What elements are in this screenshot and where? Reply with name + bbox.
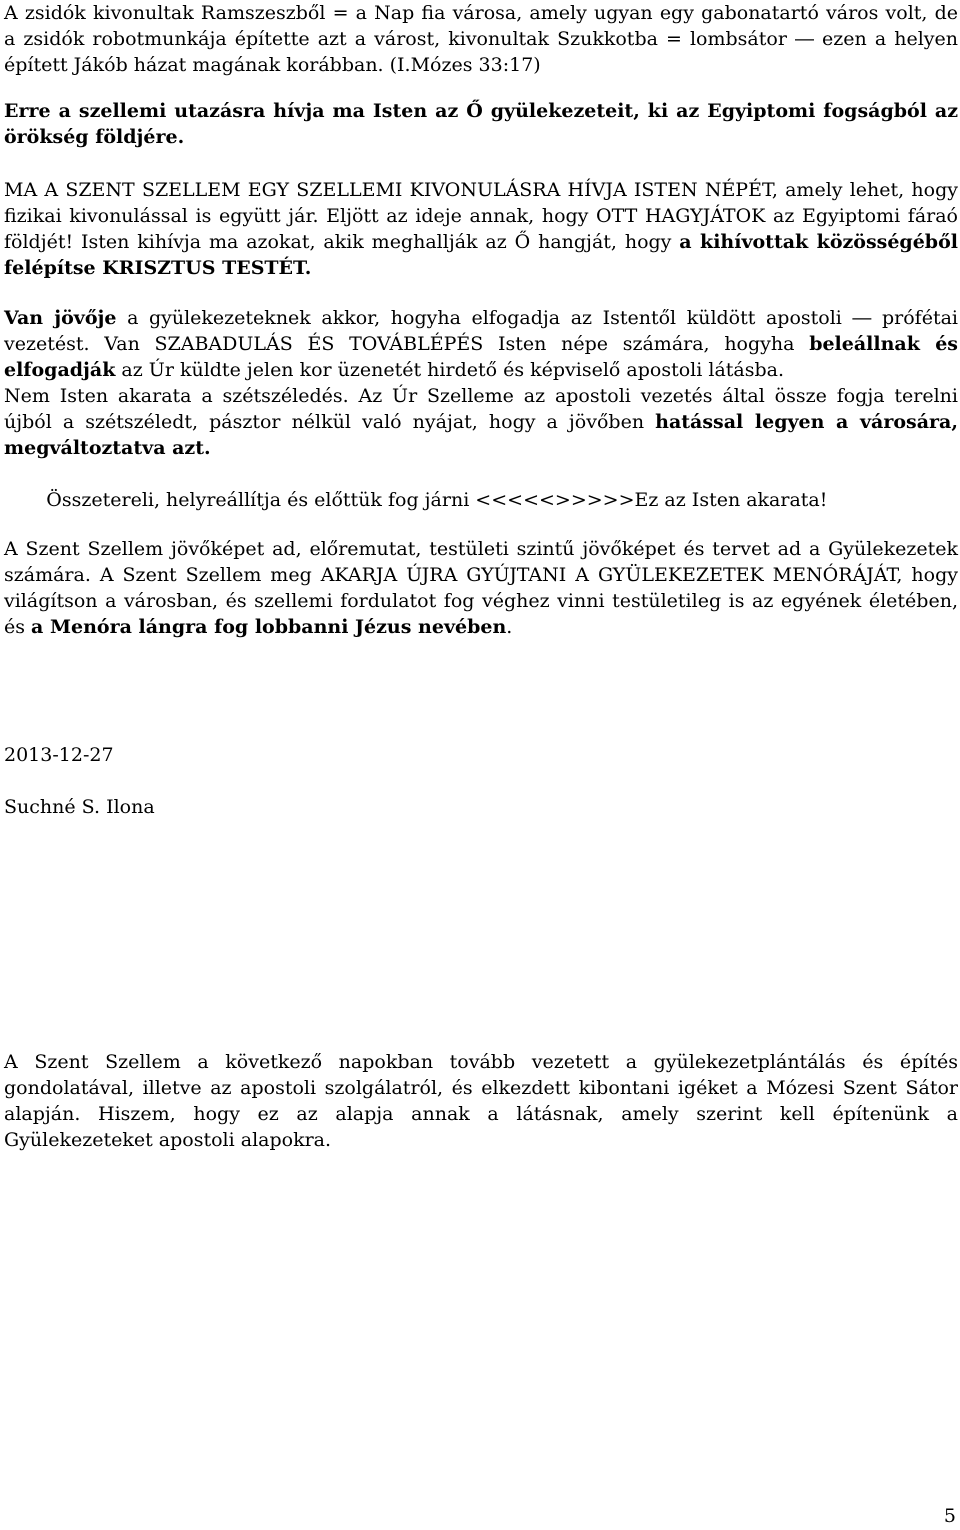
paragraph-line-group (4, 305, 958, 383)
paragraph-text: A Szent Szellem jövőképet ad, előremutat, testületi szintű jövőképet és tervet ad a Gyülekezetek számára. A Szent Szellem meg AKARJA ÚJRA GYÚJTANI A GYÜLEKEZETEK MENÓRÁJÁT, hogy világítson a városban, és szellemi fordulatot fog véghez vinni testületileg is az egyének életében, és (4, 538, 958, 638)
paragraph-text: . (506, 616, 513, 638)
paragraph-text: MA A SZENT SZELLEM EGY SZELLEMI KIVONULÁSRA HÍVJA ISTEN NÉPÉT, amely lehet, hogy fizikai kivonulással is együtt jár. Eljött az ideje annak, hogy OTT HAGYJÁTOK az Egyiptomi fáraó földjét! Isten kihívja ma azokat, akik meghallják az Ő hangját, hogy (4, 179, 958, 253)
document-date: 2013-12-27 (4, 744, 114, 766)
paragraph-bold-text: hatással legyen a városára, megváltoztatva azt. (4, 411, 958, 459)
paragraph-text: a gyülekezeteknek akkor, hogyha elfogadja az Istentől küldött apostoli ― prófétai vezetést. Van SZABADULÁS ÉS TOVÁBLÉPÉS Isten népe számára, hogyha (4, 307, 958, 355)
paragraph-bold-text: beleállnak és elfogadják (4, 333, 958, 381)
paragraph-menorah-vision (4, 536, 958, 640)
paragraph-bold-text: Van jövője (4, 307, 117, 329)
paragraph-line-group (4, 383, 958, 461)
paragraph-holy-spirit-calling (4, 177, 958, 281)
paragraph-text: A Szent Szellem a következő napokban tovább vezetett a gyülekezetplántálás és építés gondolatával, illetve az apostoli szolgálatról, és elkezdett kibontani igéket a Mózesi Szent Sátor alapján. Hiszem, hogy ez az alapja annak a látásnak, amely szerint kell építenünk a Gyülekezeteket apostoli alapokra. (4, 1051, 958, 1151)
paragraph-bold-text: Erre a szellemi utazásra hívja ma Isten az Ő gyülekezeteit, ki az Egyiptomi fogságból az örökség földjére. (4, 100, 958, 148)
page-number: 5 (943, 1505, 956, 1527)
paragraph-church-planting (4, 1049, 958, 1153)
paragraph-future-of-churches (4, 305, 958, 539)
paragraph-text: az Úr küldte jelen kor üzenetét hirdető és képviselő apostoli látásba. (115, 359, 785, 381)
paragraph-text: A zsidók kivonultak Ramszeszből = a Nap fia városa, amely ugyan egy gabonatartó város volt, de a zsidók robotmunkája építette azt a várost, kivonultak Szukkotba = lombsátor ― ezen a helyen épített Jákób házat magának korábban. (I.Mózes 33:17) (4, 2, 958, 76)
paragraph-bold-text: a Menóra lángra fog lobbanni Jézus nevében (31, 616, 507, 638)
paragraph-exodus-ramses (4, 0, 958, 78)
paragraph-spiritual-journey (4, 98, 958, 150)
paragraph-bold-text: a kihívottak közösségéből felépítse KRISZTUS TESTÉT. (4, 231, 958, 279)
paragraph-text: Összetereli, helyreállítja és előttük fog járni <<<<<>>>>>Ez az Isten akarata! (40, 489, 828, 511)
paragraph-line-group (4, 461, 958, 539)
author-signature: Suchné S. Ilona (4, 796, 155, 818)
paragraph-text: Nem Isten akarata a szétszéledés. Az Úr Szelleme az apostoli vezetés által össze fogja terelni újból a szétszéledt, pásztor nélkül való nyájat, hogy a jövőben (4, 385, 958, 433)
